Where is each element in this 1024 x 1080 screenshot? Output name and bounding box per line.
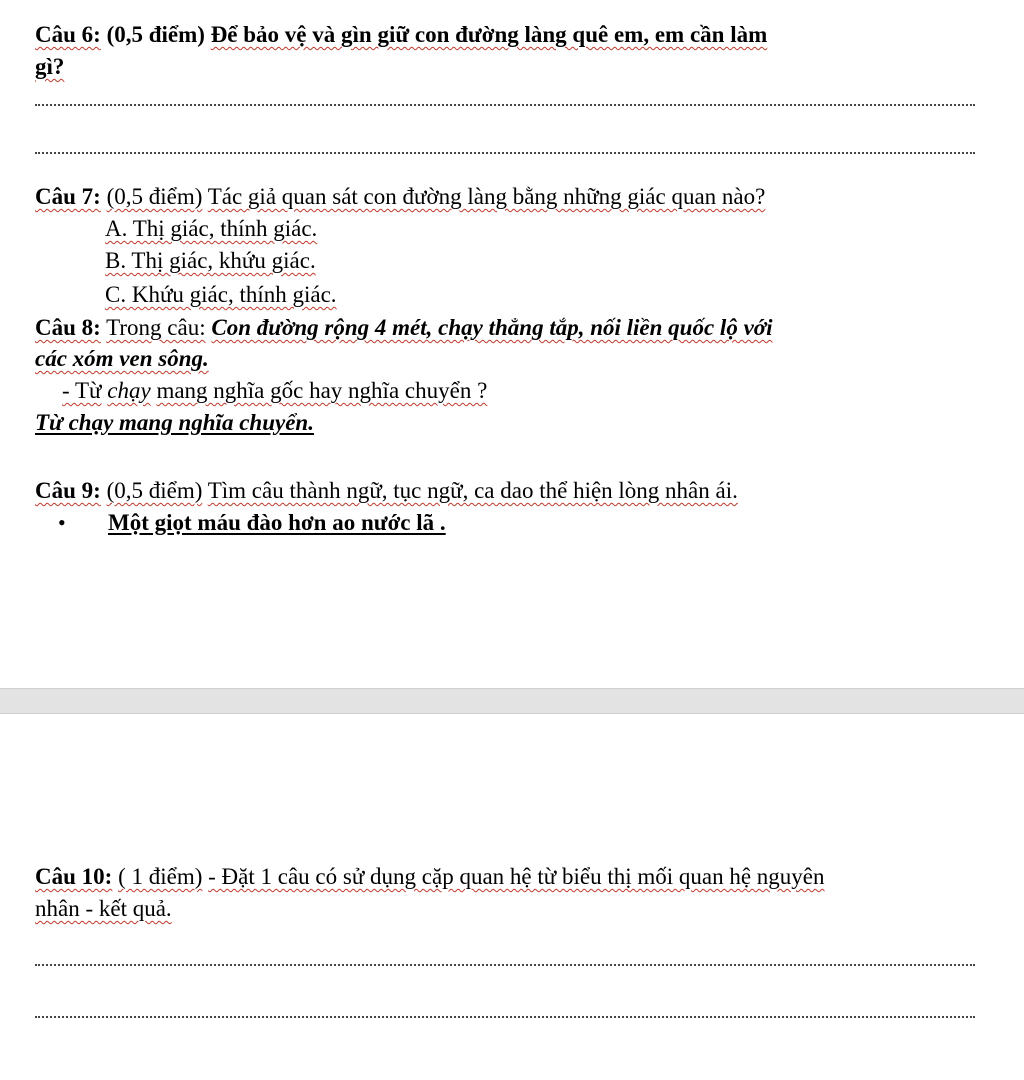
document-page-2 [0, 714, 1024, 1080]
q7-line [35, 182, 765, 212]
q7-option-c: C. Khứu giác, thính giác. [105, 282, 337, 307]
q8-label: Câu 8: [35, 315, 101, 340]
q8-keyword: chạy [107, 378, 151, 403]
q7-label: Câu 7: [35, 184, 101, 209]
q6-text: Để bảo vệ và gìn giữ con đường làng quê em, em cần làm [210, 22, 768, 47]
q9-answer: Một giọt máu đào hơn ao nước lã . [108, 510, 446, 535]
q8-sentence-cont: các xóm ven sông. [35, 346, 209, 371]
q8-sub-question: - Từ chạy mang nghĩa gốc hay nghĩa chuyển ? [62, 378, 488, 403]
q7-option-b: B. Thị giác, khứu giác. [105, 248, 316, 273]
bullet-icon: • [58, 510, 66, 535]
q6-label: Câu 6: [35, 22, 101, 47]
answer-dotted-line [35, 104, 975, 106]
q10-line2 [35, 894, 172, 924]
answer-dotted-line [35, 964, 975, 966]
q8-line2 [35, 344, 209, 374]
q10-line1 [35, 862, 825, 892]
q6-points: (0,5 điểm) [106, 22, 205, 47]
q8-prefix: Trong câu: [106, 315, 206, 340]
q6-text-cont: gì? [35, 54, 65, 79]
q7-points: (0,5 điểm) [106, 184, 203, 209]
q7-option-a: A. Thị giác, thính giác. [105, 216, 318, 241]
page-break [0, 688, 1024, 714]
answer-dotted-line [35, 1016, 975, 1018]
q8-sentence: Con đường rộng 4 mét, chạy thẳng tắp, nối liền quốc lộ với [211, 315, 773, 340]
q10-text-cont: nhân - kết quả. [35, 896, 172, 921]
q9-line [35, 476, 738, 506]
answer-dotted-line [35, 152, 975, 154]
q7-text: Tác giả quan sát con đường làng bằng những giác quan nào? [207, 184, 766, 209]
q8-answer: Từ chạy mang nghĩa chuyển. [35, 410, 314, 435]
q6-line2 [35, 52, 64, 82]
q6-line1 [35, 20, 767, 50]
q9-label: Câu 9: [35, 478, 101, 503]
q10-label: Câu 10: [35, 864, 113, 889]
q9-points: (0,5 điểm) [106, 478, 203, 503]
q10-text: - Đặt 1 câu có sử dụng cặp quan hệ từ biểu thị mối quan hệ nguyên [208, 864, 825, 889]
q9-text: Tìm câu thành ngữ, tục ngữ, ca dao thể hiện lòng nhân ái. [207, 478, 738, 503]
q8-line1 [35, 313, 773, 343]
q10-points: ( 1 điểm) [118, 864, 203, 889]
